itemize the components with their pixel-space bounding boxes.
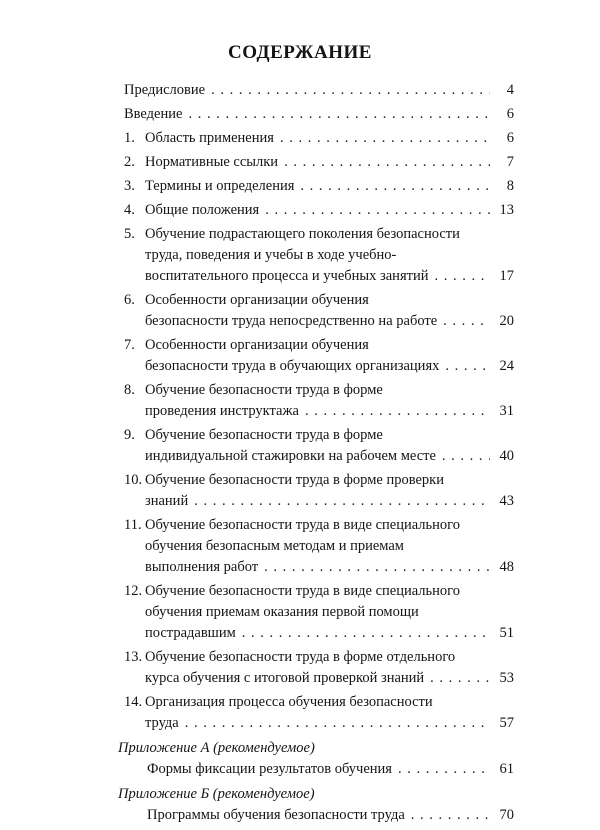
entry-title-line: обучения безопасным методам и приемам	[145, 538, 404, 554]
dot-leader	[443, 311, 490, 332]
entry-title: Область применения	[145, 130, 274, 146]
page-number: 53	[499, 670, 514, 686]
entry-last-line	[145, 446, 514, 467]
dot-leader	[445, 356, 490, 377]
entry-number: 7.	[124, 337, 135, 353]
entry-title-line: Организация процесса обучения безопасности	[145, 694, 433, 710]
entry-body	[145, 425, 514, 467]
page-number: 43	[499, 493, 514, 509]
entry-body	[145, 515, 514, 578]
entry-last-line	[147, 759, 514, 780]
entry-number: 12.	[124, 583, 143, 599]
dot-leader	[211, 80, 490, 101]
entry-body	[145, 380, 514, 422]
toc-entry[interactable]	[118, 104, 514, 125]
entry-number: 8.	[124, 382, 135, 398]
entry-number: 2.	[124, 154, 135, 170]
entry-number: 10.	[124, 472, 143, 488]
page-number: 24	[499, 358, 514, 374]
page-title: СОДЕРЖАНИЕ	[228, 42, 372, 63]
entry-title: Термины и определения	[145, 178, 295, 194]
page-number: 57	[499, 715, 514, 731]
entry-last-line	[145, 557, 514, 578]
toc-entry[interactable]	[118, 152, 514, 173]
entry-body	[145, 128, 514, 149]
dot-leader	[284, 152, 490, 173]
entry-title-line: Обучение безопасности труда в виде специального	[145, 517, 460, 533]
entry-title: Предисловие	[124, 82, 206, 98]
entry-body	[147, 805, 514, 826]
entry-last-line	[145, 713, 514, 734]
page-number: 8	[506, 178, 514, 194]
entry-title: Общие положения	[145, 202, 260, 218]
entry-body	[145, 290, 514, 332]
toc-entry[interactable]	[118, 176, 514, 197]
toc-entry[interactable]	[118, 515, 514, 578]
entry-title: индивидуальной стажировки на рабочем месте	[145, 448, 436, 464]
entry-title: проведения инструктажа	[145, 403, 299, 419]
entry-title: пострадавшим	[145, 625, 236, 641]
page-number: 40	[499, 448, 514, 464]
entry-body	[147, 759, 514, 780]
page-number: 6	[506, 106, 514, 122]
entry-title-line: Обучение безопасности труда в форме	[145, 427, 383, 443]
toc-entry[interactable]	[118, 647, 514, 689]
entry-last-line	[147, 805, 514, 826]
page-number: 17	[499, 268, 514, 284]
dot-leader	[430, 668, 490, 689]
toc-entry[interactable]	[118, 200, 514, 221]
entry-body	[124, 80, 514, 101]
entry-last-line	[145, 401, 514, 422]
entry-number: 14.	[124, 694, 143, 710]
entry-last-line	[124, 104, 514, 125]
page-number: 4	[506, 82, 514, 98]
toc-entry[interactable]	[118, 692, 514, 734]
toc-entry[interactable]	[118, 335, 514, 377]
entry-last-line	[145, 668, 514, 689]
entry-last-line	[145, 311, 514, 332]
entry-number: 9.	[124, 427, 135, 443]
entry-title: Программы обучения безопасности труда	[147, 807, 405, 823]
dot-leader	[265, 200, 490, 221]
entry-title-line: Особенности организации обучения	[145, 292, 369, 308]
entry-last-line	[124, 80, 514, 101]
entry-number: 3.	[124, 178, 135, 194]
page-number: 61	[499, 761, 514, 777]
entry-body	[145, 647, 514, 689]
toc-entry[interactable]	[118, 290, 514, 332]
dot-leader	[242, 623, 490, 644]
entry-title-line: труда, поведения и учебы в ходе учебно-	[145, 247, 397, 263]
dot-leader	[300, 176, 490, 197]
entry-number: 6.	[124, 292, 135, 308]
entry-last-line	[145, 491, 514, 512]
dot-leader	[185, 713, 490, 734]
entry-title: выполнения работ	[145, 559, 259, 575]
entry-title: безопасности труда непосредственно на работе	[145, 313, 438, 329]
dot-leader	[280, 128, 490, 149]
entry-last-line	[145, 356, 514, 377]
entry-body	[145, 152, 514, 173]
page-number: 51	[499, 625, 514, 641]
dot-leader	[264, 557, 490, 578]
entry-title-line: Обучение безопасности труда в виде специального	[145, 583, 460, 599]
table-of-contents	[118, 80, 514, 830]
entry-body	[145, 581, 514, 644]
entry-last-line	[145, 266, 514, 287]
appendix-heading: Приложение Б (рекомендуемое)	[118, 786, 315, 802]
entry-title-line: Обучение безопасности труда в форме проверки	[145, 472, 444, 488]
entry-body	[145, 692, 514, 734]
entry-body	[145, 200, 514, 221]
toc-entry-appendix[interactable]	[118, 759, 514, 780]
entry-title-line: Обучение безопасности труда в форме отдельного	[145, 649, 456, 665]
entry-title: Введение	[124, 106, 183, 122]
toc-entry[interactable]	[118, 380, 514, 422]
dot-leader	[442, 446, 490, 467]
entry-body	[145, 176, 514, 197]
entry-title: курса обучения с итоговой проверкой знаний	[145, 670, 425, 686]
entry-title-line: обучения приемам оказания первой помощи	[145, 604, 419, 620]
page-number: 70	[499, 807, 514, 823]
page-number: 31	[499, 403, 514, 419]
entry-number: 5.	[124, 226, 135, 242]
toc-entry[interactable]	[118, 128, 514, 149]
toc-entry[interactable]	[118, 470, 514, 512]
toc-entry-appendix[interactable]	[118, 805, 514, 826]
dot-leader	[411, 805, 490, 826]
entry-title-line: Обучение подрастающего поколения безопасности	[145, 226, 460, 242]
entry-body	[145, 335, 514, 377]
entry-last-line	[145, 128, 514, 149]
toc-entry[interactable]	[118, 224, 514, 287]
entry-body	[124, 104, 514, 125]
entry-title: Нормативные ссылки	[145, 154, 279, 170]
entry-number: 13.	[124, 649, 143, 665]
entry-last-line	[145, 623, 514, 644]
entry-title: Формы фиксации результатов обучения	[147, 761, 392, 777]
dot-leader	[434, 266, 490, 287]
entry-title-line: Особенности организации обучения	[145, 337, 369, 353]
page-number: 13	[499, 202, 514, 218]
entry-title: воспитательного процесса и учебных занятий	[145, 268, 429, 284]
entry-number: 4.	[124, 202, 135, 218]
dot-leader	[305, 401, 490, 422]
page-number: 20	[499, 313, 514, 329]
entry-number: 1.	[124, 130, 135, 146]
entry-body	[145, 470, 514, 512]
toc-entry[interactable]	[118, 80, 514, 101]
entry-title: знаний	[145, 493, 189, 509]
entry-last-line	[145, 200, 514, 221]
entry-body	[145, 224, 514, 287]
dot-leader	[194, 491, 490, 512]
entry-title-line: Обучение безопасности труда в форме	[145, 382, 383, 398]
toc-entry[interactable]	[118, 425, 514, 467]
entry-last-line	[145, 176, 514, 197]
dot-leader	[188, 104, 490, 125]
appendix-heading: Приложение А (рекомендуемое)	[118, 740, 315, 756]
page-number: 48	[499, 559, 514, 575]
dot-leader	[398, 759, 490, 780]
page-number: 6	[506, 130, 514, 146]
entry-last-line	[145, 152, 514, 173]
entry-number: 11.	[124, 517, 142, 533]
toc-entry[interactable]	[118, 581, 514, 644]
page-number: 7	[506, 154, 514, 170]
entry-title: труда	[145, 715, 179, 731]
entry-title: безопасности труда в обучающих организациях	[145, 358, 440, 374]
